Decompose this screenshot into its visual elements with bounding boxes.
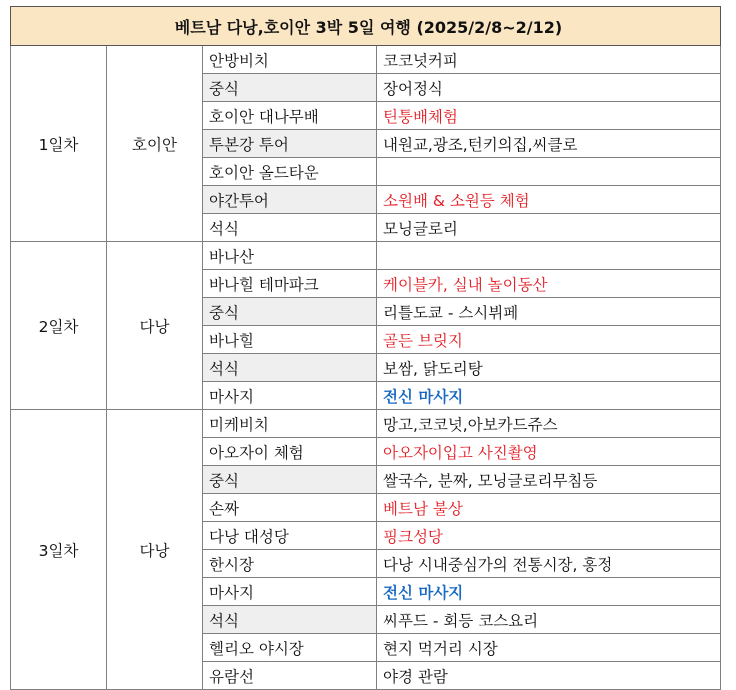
- place-label: 다낭: [107, 242, 203, 410]
- detail-text: 씨푸드 - 회등 코스요리: [383, 611, 539, 630]
- activity-cell: 아오자이 체험: [203, 438, 377, 466]
- detail-cell: [377, 214, 721, 242]
- detail-cell: [377, 102, 721, 130]
- activity-cell: 다낭 대성당: [203, 522, 377, 550]
- detail-cell: [377, 494, 721, 522]
- detail-cell: [377, 662, 721, 690]
- detail-text: 틴퉁배체험: [383, 107, 458, 126]
- day-label: 3일차: [11, 410, 107, 690]
- detail-text: 다낭 시내중심가의 전통시장, 홍정: [383, 555, 613, 574]
- detail-cell: [377, 466, 721, 494]
- detail-text: 모닝글로리: [383, 219, 458, 238]
- detail-cell: [377, 438, 721, 466]
- activity-cell: 바나힐: [203, 326, 377, 354]
- detail-text: 장어정식: [383, 79, 443, 98]
- activity-cell: 중식: [203, 74, 377, 102]
- table-title: 베트남 다낭,호이안 3박 5일 여행 (2025/2/8~2/12): [11, 7, 721, 46]
- detail-cell: [377, 382, 721, 410]
- activity-cell: 중식: [203, 466, 377, 494]
- place-label: 다낭: [107, 410, 203, 690]
- detail-cell: [377, 158, 721, 186]
- detail-text: 소원배 & 소원등 체험: [383, 191, 530, 210]
- detail-text: 베트남 불상: [383, 499, 463, 518]
- detail-cell: [377, 326, 721, 354]
- activity-cell: 투본강 투어: [203, 130, 377, 158]
- activity-cell: 한시장: [203, 550, 377, 578]
- detail-cell: [377, 46, 721, 74]
- table-row: [11, 46, 721, 74]
- activity-cell: 마사지: [203, 578, 377, 606]
- place-label: 호이안: [107, 46, 203, 242]
- detail-cell: [377, 130, 721, 158]
- activity-cell: 호이안 올드타운: [203, 158, 377, 186]
- detail-cell: [377, 634, 721, 662]
- detail-text: 내원교,광조,턴키의집,씨클로: [383, 135, 578, 154]
- activity-cell: 야간투어: [203, 186, 377, 214]
- itinerary-table: [10, 6, 721, 690]
- detail-text: 보쌈, 닭도리탕: [383, 359, 483, 378]
- detail-cell: [377, 298, 721, 326]
- activity-cell: 안방비치: [203, 46, 377, 74]
- title-row: [11, 7, 721, 46]
- detail-text: 쌀국수, 분짜, 모닝글로리무침등: [383, 471, 598, 490]
- table-row: [11, 410, 721, 438]
- detail-cell: [377, 550, 721, 578]
- activity-cell: 손짜: [203, 494, 377, 522]
- detail-text: 핑크성당: [383, 527, 443, 546]
- detail-cell: [377, 578, 721, 606]
- detail-text: 야경 관람: [383, 667, 448, 686]
- detail-cell: [377, 74, 721, 102]
- detail-cell: [377, 270, 721, 298]
- detail-text: 리틀도쿄 - 스시뷔페: [383, 303, 519, 322]
- activity-cell: 바나산: [203, 242, 377, 270]
- detail-text: 현지 먹거리 시장: [383, 639, 498, 658]
- activity-cell: 헬리오 야시장: [203, 634, 377, 662]
- activity-cell: 석식: [203, 214, 377, 242]
- activity-cell: 중식: [203, 298, 377, 326]
- day-label: 1일차: [11, 46, 107, 242]
- detail-text: 망고,코코넛,아보카드쥬스: [383, 415, 558, 434]
- activity-cell: 석식: [203, 354, 377, 382]
- detail-text: 아오자이입고 사진촬영: [383, 443, 538, 462]
- detail-cell: [377, 606, 721, 634]
- activity-cell: 호이안 대나무배: [203, 102, 377, 130]
- detail-text: 골든 브릿지: [383, 331, 463, 350]
- detail-cell: [377, 242, 721, 270]
- activity-cell: 바나힐 테마파크: [203, 270, 377, 298]
- detail-text: 코코넛커피: [383, 51, 458, 70]
- day-label: 2일차: [11, 242, 107, 410]
- activity-cell: 석식: [203, 606, 377, 634]
- detail-cell: [377, 410, 721, 438]
- detail-cell: [377, 186, 721, 214]
- detail-text: 전신 마사지: [383, 387, 464, 406]
- detail-cell: [377, 522, 721, 550]
- detail-text: 케이블카, 실내 놀이동산: [383, 275, 548, 294]
- activity-cell: 미케비치: [203, 410, 377, 438]
- activity-cell: 유람선: [203, 662, 377, 690]
- activity-cell: 마사지: [203, 382, 377, 410]
- detail-text: 전신 마사지: [383, 583, 464, 602]
- detail-cell: [377, 354, 721, 382]
- table-row: [11, 242, 721, 270]
